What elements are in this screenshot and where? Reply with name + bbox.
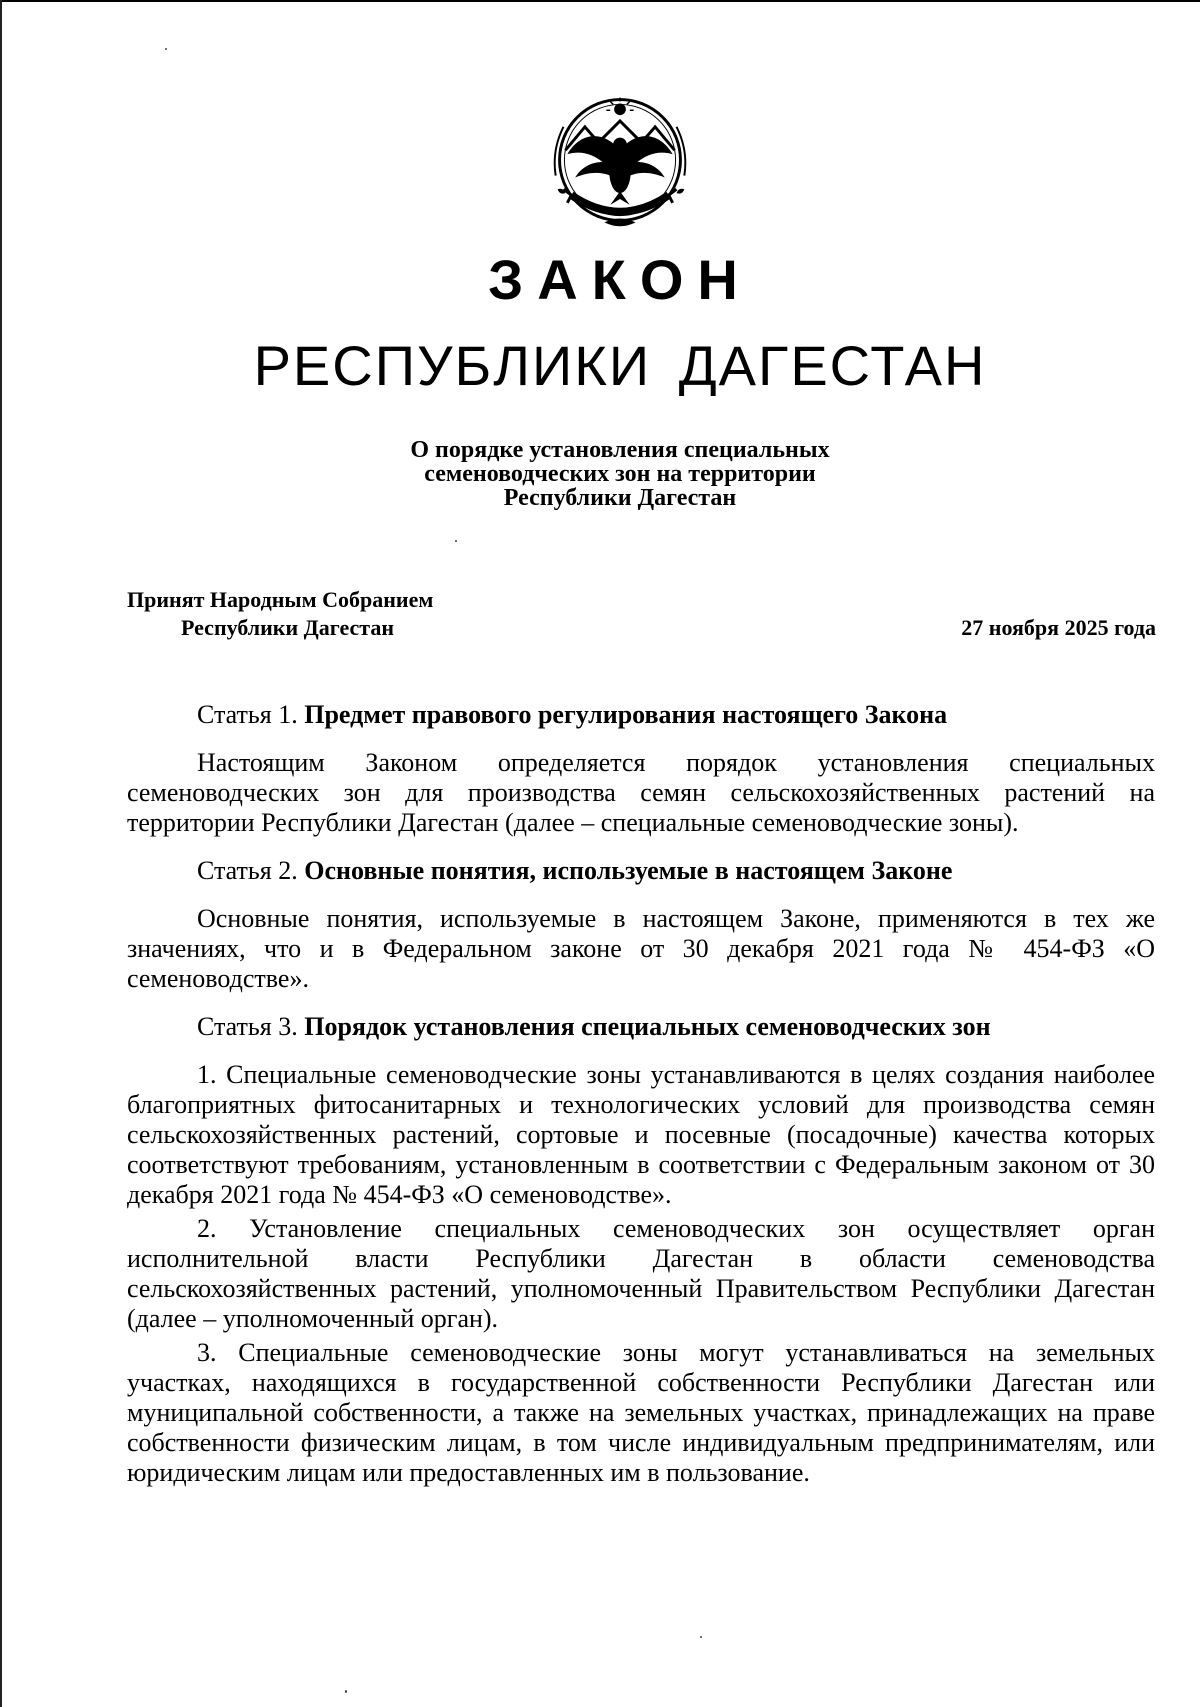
adoption-date: 27 ноября 2025 года bbox=[961, 615, 1156, 640]
article-paragraph: 3. Специальные семеноводческие зоны могут устанавливаться на земельных участках, находящихся в государственной собственности Республики Дагестан или муниципальной собственности, а также на земельных участках, принадлежащих на праве собственности физическим лицам, в том числе индивидуальным предпринимателям, или юридическим лицам или предоставленных им в пользование. bbox=[127, 1338, 1155, 1487]
adoption-body bbox=[127, 586, 433, 642]
scan-speck bbox=[345, 1690, 347, 1693]
dagestan-coat-of-arms-icon bbox=[542, 82, 698, 238]
article-paragraph: Настоящим Законом определяется порядок установления специальных семеноводческих зон для производства семян сельскохозяйственных растений на территории Республики Дагестан (далее – специальные семеноводческие зоны). bbox=[127, 748, 1155, 837]
subject-line: семеноводческих зон на территории bbox=[424, 461, 816, 487]
article-heading bbox=[197, 856, 1155, 886]
adoption-line: Республики Дагестан bbox=[181, 615, 395, 640]
scan-edge-top bbox=[0, 0, 1200, 2]
adoption-line: Принят Народным Собранием bbox=[127, 587, 434, 612]
article-heading bbox=[197, 700, 1155, 730]
article-number: Статья 3. bbox=[197, 1012, 298, 1041]
document-title: ЗАКОН bbox=[488, 248, 752, 311]
article-title: Основные понятия, используемые в настоящем Законе bbox=[304, 856, 953, 885]
article-paragraph: 1. Специальные семеноводческие зоны устанавливаются в целях создания наиболее благоприятных фитосанитарных и технологических условий для производства семян сельскохозяйственных растений, сортовые и посевные (посадочные) качества которых соответствуют требованиям, установленным в соответствии с Федеральным законом от 30 декабря 2021 года № 454-ФЗ «О семеноводстве». bbox=[127, 1060, 1155, 1209]
law-subject-heading bbox=[250, 438, 990, 510]
subject-line: О порядке установления специальных bbox=[410, 437, 830, 463]
scan-speck bbox=[165, 48, 167, 50]
scan-speck bbox=[700, 1636, 702, 1638]
law-body bbox=[127, 700, 1155, 1492]
article-paragraph: Основные понятия, используемые в настоящем Законе, применяются в тех же значениях, что и в Федеральном законе от 30 декабря 2021 года № 454-ФЗ «О семеноводстве». bbox=[127, 904, 1155, 993]
article-number: Статья 1. bbox=[197, 700, 298, 729]
article-heading bbox=[197, 1012, 1155, 1042]
subject-line: Республики Дагестан bbox=[503, 485, 737, 511]
article-title: Порядок установления специальных семеноводческих зон bbox=[304, 1012, 991, 1041]
scan-speck bbox=[455, 540, 457, 542]
article-paragraph: 2. Установление специальных семеноводческих зон осуществляет орган исполнительной власти Республики Дагестан в области семеноводства сельскохозяйственных растений, уполномоченный Правительством Республики Дагестан (далее – уполномоченный орган). bbox=[127, 1214, 1155, 1333]
article-title: Предмет правового регулирования настоящего Закона bbox=[304, 700, 948, 729]
article-number: Статья 2. bbox=[197, 856, 298, 885]
document-issuer: РЕСПУБЛИКИ ДАГЕСТАН bbox=[253, 334, 987, 397]
